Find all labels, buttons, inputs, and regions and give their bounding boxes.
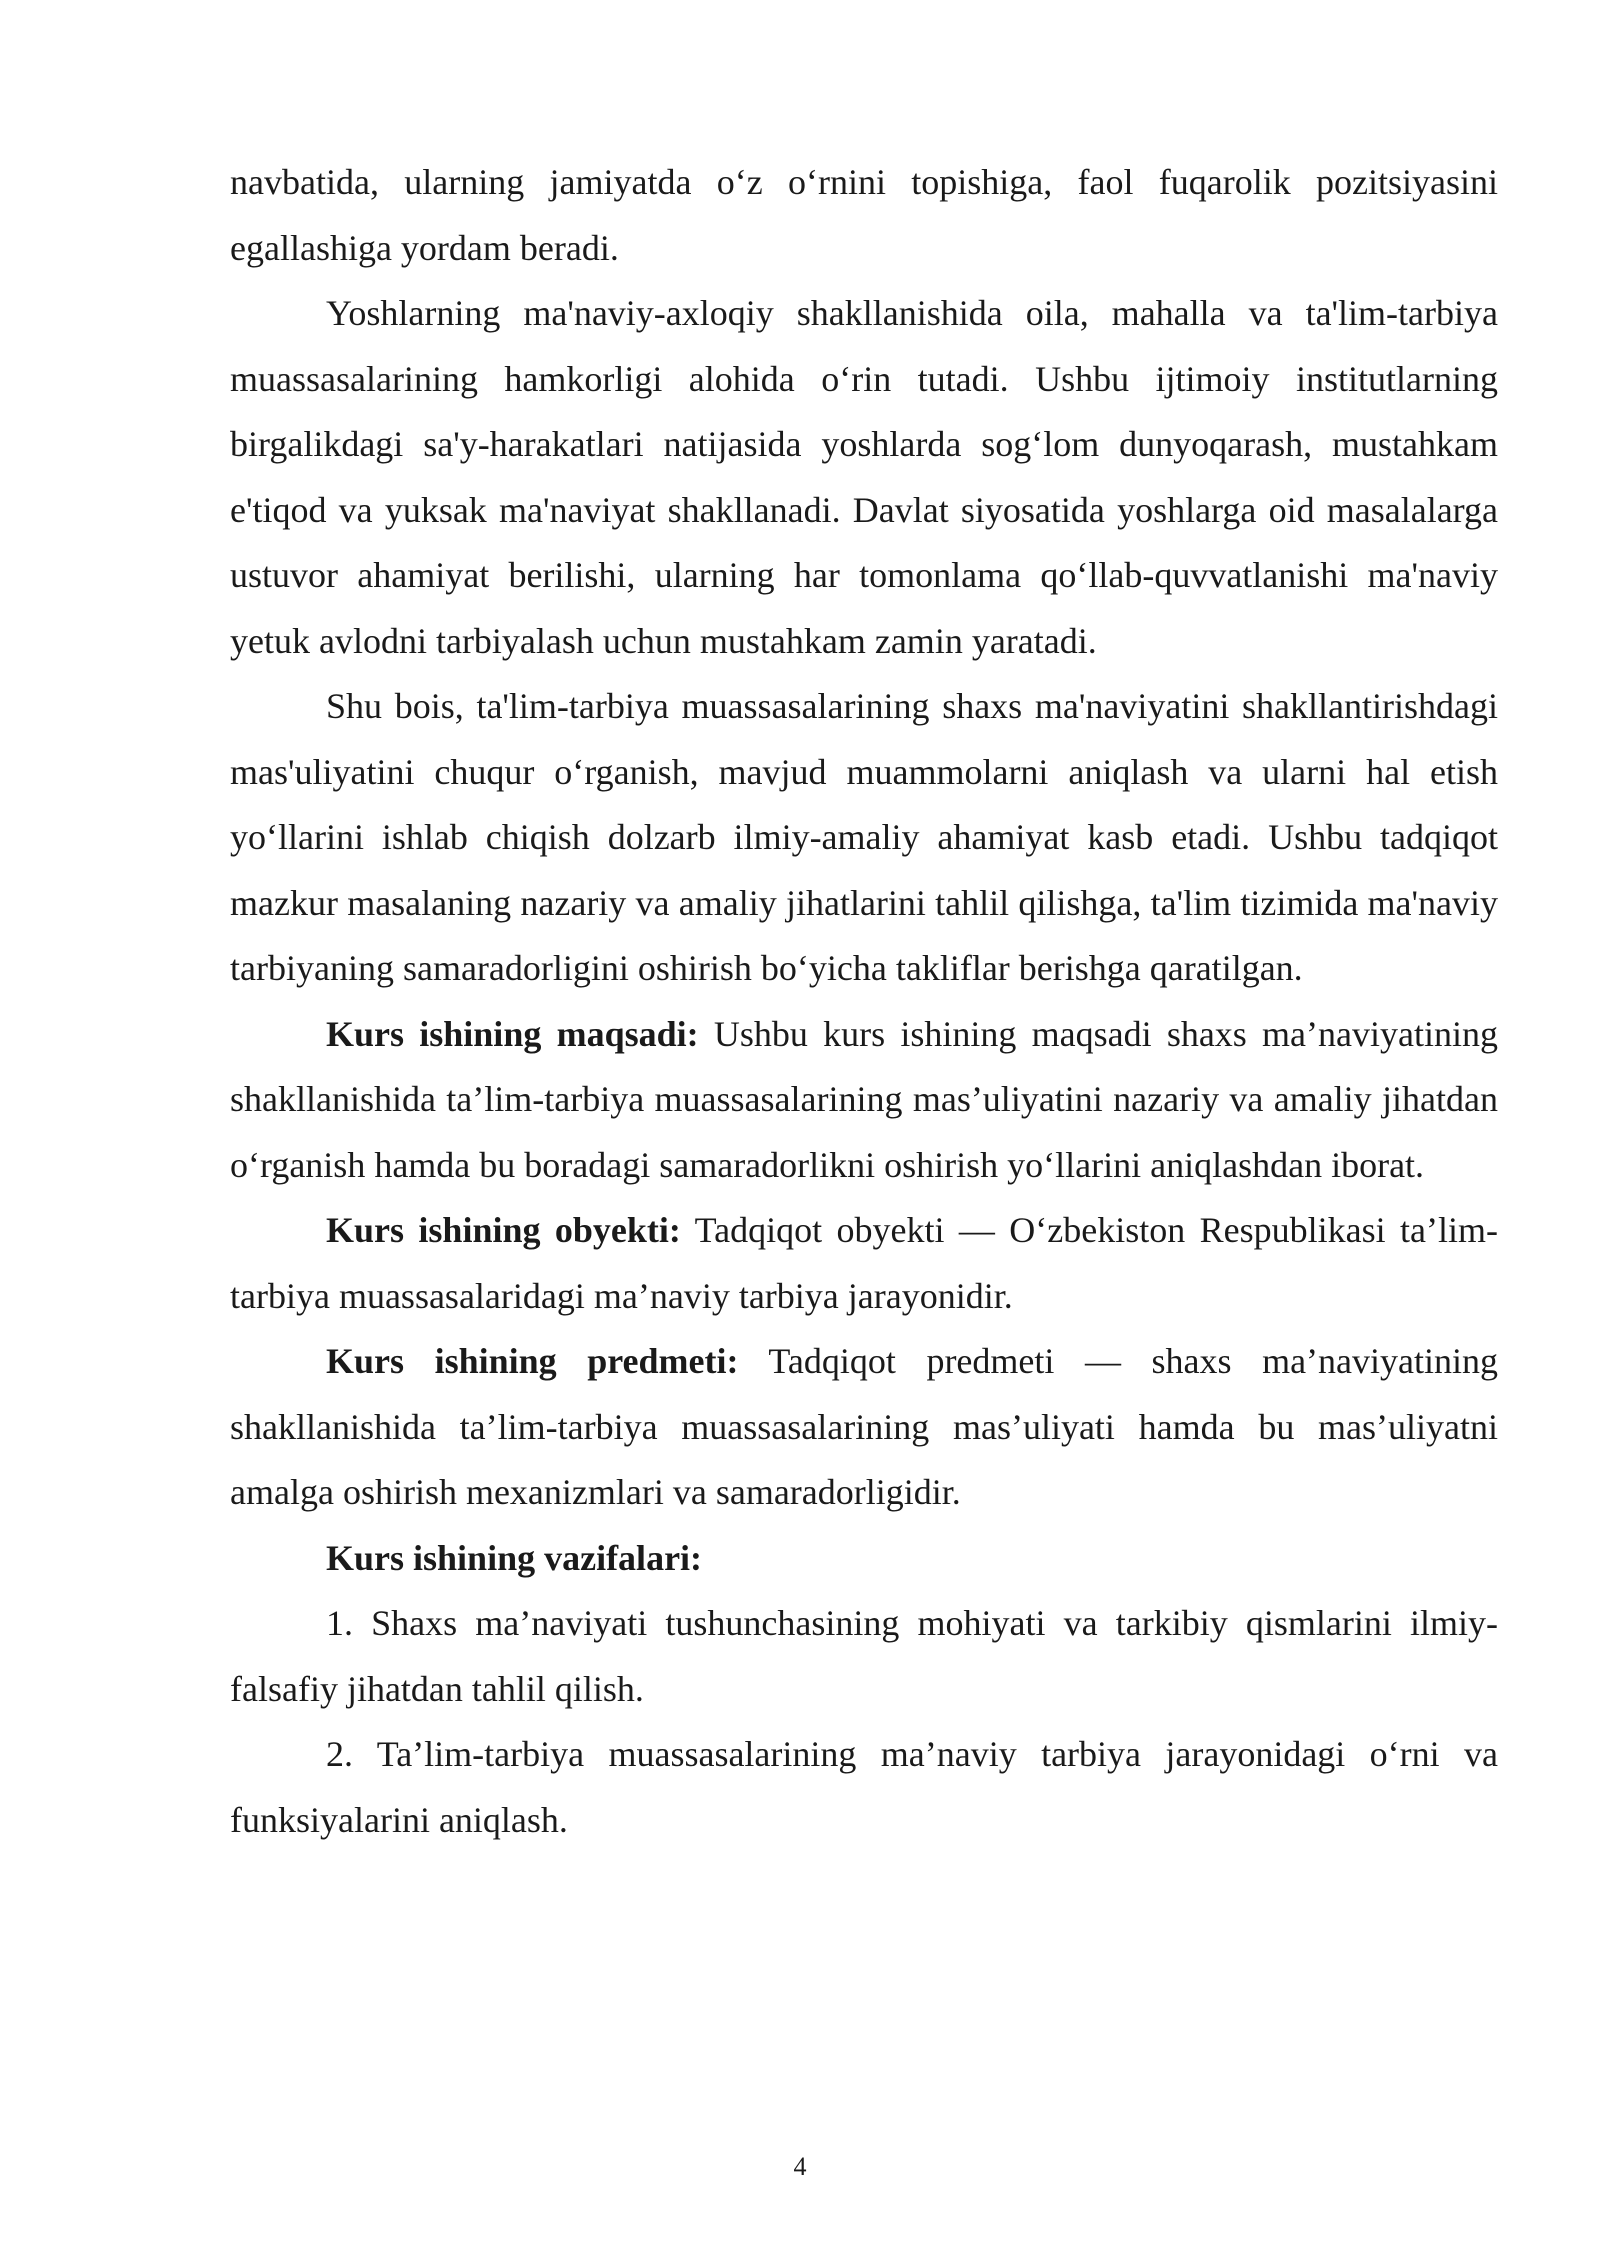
subject-text: Tadqiqot predmeti — shaxs ma’naviyatining shakllanishida ta’lim-tarbiya muassasalarining mas’uliyati hamda bu mas’uliyatni amalga oshirish mexanizmlari va samaradorligidir. xyxy=(230,1341,1498,1512)
object-text: Tadqiqot obyekti — O‘zbekiston Respublikasi ta’lim-tarbiya muassasalaridagi ma’naviy tarbiya jarayonidir. xyxy=(230,1210,1498,1316)
task-item-1: 1. Shaxs ma’naviyati tushunchasining mohiyati va tarkibiy qismlarini ilmiy-falsafiy jihatdan tahlil qilish. xyxy=(230,1603,1498,1709)
task-item-2: 2. Ta’lim-tarbiya muassasalarining ma’naviy tarbiya jarayonidagi o‘rni va funksiyalarini aniqlash. xyxy=(230,1734,1498,1840)
subject-label: Kurs ishining predmeti: xyxy=(326,1341,739,1381)
paragraph-continuation: navbatida, ularning jamiyatda o‘z o‘rnini topishiga, faol fuqarolik pozitsiyasini egallashiga yordam beradi. xyxy=(230,162,1498,268)
paragraph-relevance: Shu bois, ta'lim-tarbiya muassasalarining shaxs ma'naviyatini shakllantirishdagi mas'uliyatini chuqur o‘rganish, mavjud muammolarni aniqlash va ularni hal etish yo‘llarini ishlab chiqish dolzarb ilmiy-amaliy ahamiyat kasb etadi. Ushbu tadqiqot mazkur masalaning nazariy va amaliy jihatlarini tahlil qilishga, ta'lim tizimida ma'naviy tarbiyaning samaradorligini oshirish bo‘yicha takliflar berishga qaratilgan. xyxy=(230,686,1498,988)
page-number: 4 xyxy=(793,2152,807,2181)
tasks-label: Kurs ishining vazifalari: xyxy=(326,1537,703,1578)
paragraph-object xyxy=(230,1198,1498,1329)
paragraph-subject xyxy=(230,1329,1498,1526)
paragraph-tasks-heading xyxy=(230,1526,1498,1592)
paragraph-goal xyxy=(230,1002,1498,1199)
object-label: Kurs ishining obyekti: xyxy=(326,1210,681,1250)
paragraph-youth-cooperation: Yoshlarning ma'naviy-axloqiy shakllanishida oila, mahalla va ta'lim-tarbiya muassasalarining hamkorligi alohida o‘rin tutadi. Ushbu ijtimoiy institutlarning birgalikdagi sa'y-harakatlari natijasida yoshlarda sog‘lom dunyoqarash, mustahkam e'tiqod va yuksak ma'naviyat shakllanadi. Davlat siyosatida yoshlarga oid masalalarga ustuvor ahamiyat berilishi, ularning har tomonlama qo‘llab-quvvatlanishi ma'naviy yetuk avlodni tarbiyalash uchun mustahkam zamin yaratadi. xyxy=(230,293,1498,661)
goal-text: Ushbu kurs ishining maqsadi shaxs ma’naviyatining shakllanishida ta’lim-tarbiya muassasalarining mas’uliyatini nazariy va amaliy jihatdan o‘rganish hamda bu boradagi samaradorlikni oshirish yo‘llarini aniqlashdan iborat. xyxy=(230,1013,1498,1185)
document-page xyxy=(230,150,1498,1853)
goal-label: Kurs ishining maqsadi: xyxy=(326,1013,699,1054)
